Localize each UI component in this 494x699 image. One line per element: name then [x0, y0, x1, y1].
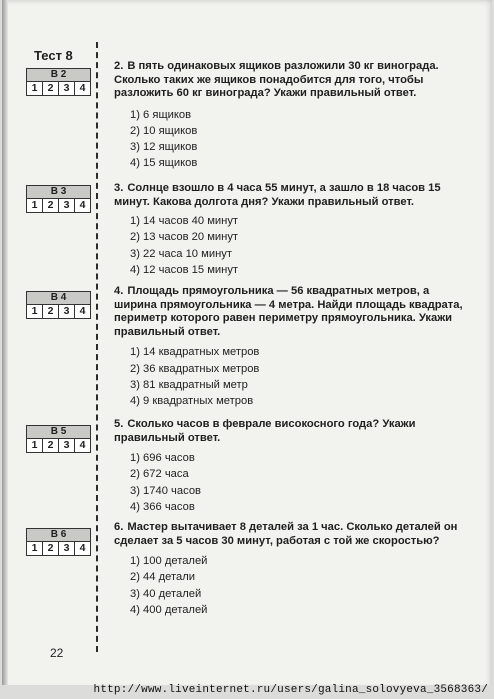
- answer-box-b6: [26, 528, 91, 556]
- question-number: 2.: [114, 60, 124, 72]
- options-list: [114, 213, 474, 278]
- option-1[interactable]: 1) 696 часов: [130, 452, 195, 465]
- question-5: [114, 418, 474, 515]
- answer-cell-3[interactable]: 3: [59, 199, 75, 212]
- answer-cell-4[interactable]: 4: [79, 439, 86, 451]
- options-list: [114, 553, 474, 618]
- test-title: Тест 8: [34, 48, 73, 63]
- option-3[interactable]: 3) 1740 часов: [130, 484, 201, 497]
- option-4[interactable]: 4) 12 часов 15 минут: [130, 263, 239, 276]
- question-number: 6.: [114, 521, 124, 533]
- question-text: 4. Площадь прямоугольника — 56 квадратных метров, а ширина прямоугольника — 4 метра. Найди площадь квадрата, периметр которого равен периметру прямоугольника. Укажи правильный ответ.: [114, 285, 463, 338]
- answer-box-label: В 4: [27, 292, 90, 305]
- answer-box-b4: [26, 291, 91, 319]
- page-number: 22: [50, 646, 64, 660]
- option-1[interactable]: 1) 14 часов 40 минут: [130, 215, 239, 228]
- answer-box-label: В 3: [27, 186, 90, 199]
- answer-cell-4[interactable]: 4: [79, 199, 86, 211]
- answer-box-label: В 6: [27, 529, 90, 542]
- question-4: [114, 285, 474, 409]
- answer-cell-2[interactable]: 2: [43, 82, 59, 95]
- question-6: [114, 521, 474, 618]
- option-4[interactable]: 4) 9 квадратных метров: [130, 394, 254, 407]
- options-list: [114, 450, 474, 515]
- option-1[interactable]: 1) 6 ящиков: [130, 108, 192, 121]
- answer-cell-2[interactable]: 2: [43, 542, 59, 555]
- answer-box-label: В 2: [27, 69, 90, 82]
- option-4[interactable]: 4) 400 деталей: [130, 603, 208, 616]
- answer-cell-1[interactable]: 1: [27, 439, 43, 452]
- answer-box-label: В 5: [27, 426, 90, 439]
- options-list: [114, 344, 474, 409]
- answer-box-b5: [26, 425, 91, 453]
- question-text: 5. Сколько часов в феврале високосного года? Укажи правильный ответ.: [114, 418, 416, 444]
- answer-cell-3[interactable]: 3: [59, 82, 75, 95]
- answer-cell-3[interactable]: 3: [59, 439, 75, 452]
- option-2[interactable]: 2) 672 часа: [130, 468, 189, 481]
- question-text: 3. Солнце взошло в 4 часа 55 минут, а зашло в 18 часов 15 минут. Какова долгота дня? Укажи правильный ответ.: [114, 182, 441, 208]
- watermark-url: http://www.liveinternet.ru/users/galina_solovyeva_3568363/: [93, 684, 488, 696]
- options-list: [114, 107, 474, 172]
- question-number: 4.: [114, 285, 124, 297]
- dashed-divider: [96, 42, 98, 652]
- page-spine: [2, 0, 8, 685]
- answer-cell-4[interactable]: 4: [79, 82, 86, 94]
- option-2[interactable]: 2) 44 детали: [130, 571, 195, 584]
- answer-cell-4[interactable]: 4: [79, 542, 86, 554]
- option-3[interactable]: 3) 40 деталей: [130, 587, 202, 600]
- question-2: [114, 60, 474, 172]
- answer-box-b3: [26, 185, 91, 213]
- option-2[interactable]: 2) 10 ящиков: [130, 124, 198, 137]
- option-3[interactable]: 3) 12 ящиков: [130, 141, 198, 154]
- answer-cell-4[interactable]: 4: [79, 305, 86, 317]
- option-2[interactable]: 2) 36 квадратных метров: [130, 362, 260, 375]
- answer-cell-1[interactable]: 1: [27, 542, 43, 555]
- question-text: 6. Мастер вытачивает 8 деталей за 1 час. Сколько деталей он сделает за 5 часов 30 минут, работая с той же скоростью?: [114, 521, 458, 547]
- question-3: [114, 182, 474, 278]
- question-number: 3.: [114, 182, 124, 194]
- option-4[interactable]: 4) 15 ящиков: [130, 157, 198, 170]
- answer-cell-2[interactable]: 2: [43, 439, 59, 452]
- option-2[interactable]: 2) 13 часов 20 минут: [130, 231, 239, 244]
- option-4[interactable]: 4) 366 часов: [130, 500, 195, 513]
- answer-cell-3[interactable]: 3: [59, 542, 75, 555]
- workbook-page: [2, 0, 492, 685]
- option-1[interactable]: 1) 14 квадратных метров: [130, 346, 260, 359]
- question-number: 5.: [114, 418, 124, 430]
- answer-cell-2[interactable]: 2: [43, 305, 59, 318]
- option-1[interactable]: 1) 100 деталей: [130, 555, 208, 568]
- option-3[interactable]: 3) 22 часа 10 минут: [130, 247, 232, 260]
- answer-cell-1[interactable]: 1: [27, 199, 43, 212]
- answer-cell-3[interactable]: 3: [59, 305, 75, 318]
- option-3[interactable]: 3) 81 квадратный метр: [130, 378, 248, 391]
- answer-cell-1[interactable]: 1: [27, 82, 43, 95]
- answer-box-b2: [26, 68, 91, 96]
- answer-cell-1[interactable]: 1: [27, 305, 43, 318]
- question-text: 2. В пять одинаковых ящиков разложили 30 кг винограда. Сколько таких же ящиков понадобится для того, чтобы разложить 60 кг винограда? Укажи правильный ответ.: [114, 60, 439, 100]
- answer-cell-2[interactable]: 2: [43, 199, 59, 212]
